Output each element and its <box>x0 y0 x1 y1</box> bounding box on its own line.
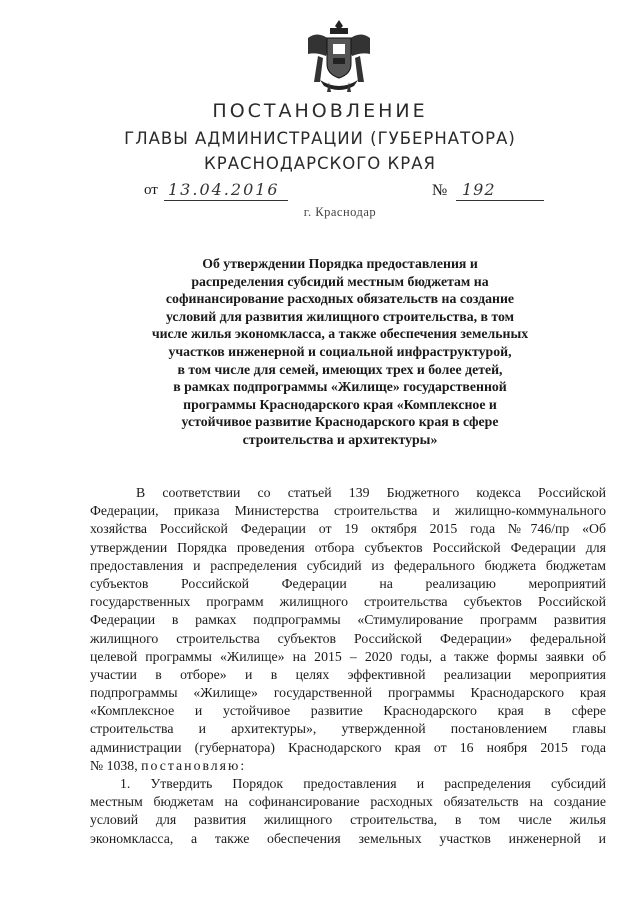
resolution-word: постановляю: <box>141 757 247 773</box>
title-line: софинансирование расходных обязательств на создание <box>165 291 515 307</box>
closing-text: № 1038, <box>90 757 142 773</box>
date-value: 13.04.2016 <box>164 180 288 201</box>
body-line: Федерации, приказа Министерства строительства и жилищно-коммунального <box>90 503 606 519</box>
body-line: 1. Утвердить Порядок предоставления и распределения субсидий <box>120 776 606 791</box>
title-line: в том числе для семей, имеющих трех и более детей, <box>177 361 503 377</box>
body-line: субъектов Российской Федерации на реализацию мероприятий <box>90 575 606 591</box>
coat-of-arms-emblem <box>300 16 378 96</box>
date-label: от <box>144 182 158 198</box>
body-line: Федерации в рамках подпрограммы «Стимулирование программ развития <box>90 612 606 628</box>
title-line: числе жилья экономкласса, а также обеспечения земельных <box>151 326 529 342</box>
body-line: участии в отборе» и в целях эффективной реализации мероприятия <box>90 666 606 682</box>
body-line: подпрограммы «Жилище» государственной программы Краснодарского края <box>90 685 606 701</box>
body-line: условий для развития жилищного строительства, в том числе жилья <box>90 812 606 828</box>
body-line: экономкласса, а также обеспечения земельных участков инженерной и <box>90 830 606 846</box>
document-type-heading: ПОСТАНОВЛЕНИЕ <box>212 100 428 122</box>
body-line: местным бюджетам на софинансирование расходных обязательств на создание <box>90 794 606 810</box>
title-line: участков инженерной и социальной инфраструктурой, <box>168 343 512 359</box>
body-line-closing <box>90 757 606 775</box>
document-body <box>90 484 606 848</box>
body-line: государственных программ жилищного строительства субъектов Российской <box>90 594 606 610</box>
document-title <box>150 255 530 449</box>
body-line: администрации (губернатора) Краснодарского края от 16 ноября 2015 года <box>90 739 606 755</box>
city-name: г. Краснодар <box>303 205 377 219</box>
body-line: целевой программы «Жилище» на 2015 – 2020 годы, а также формы заявки об <box>90 648 606 664</box>
number-label: № <box>432 182 448 199</box>
title-line: программы Краснодарского края «Комплексное и <box>183 396 497 412</box>
title-line: устойчивое развитие Краснодарского края в сфере <box>181 414 499 430</box>
body-line: утверждении Порядка проведения отбора субъектов Российской Федерации для <box>90 539 606 555</box>
title-line: Об утверждении Порядка предоставления и <box>202 256 478 271</box>
body-line: «Комплексное и устойчивое развитие Краснодарского края в сфере <box>90 703 606 719</box>
body-line: жилищного строительства субъектов Российской Федерации» федеральной <box>90 630 606 646</box>
body-line: хозяйства Российской Федерации от 19 октября 2015 года №746/пр «Об <box>90 521 606 537</box>
body-line: предоставления и распределения субсидий из федерального бюджета бюджетам <box>90 557 606 573</box>
body-line: строительства и архитектуры», утвержденной постановлением главы <box>90 721 606 737</box>
issuing-authority-heading: ГЛАВЫ АДМИНИСТРАЦИИ (ГУБЕРНАТОРА) <box>124 129 516 148</box>
city-line <box>0 205 640 220</box>
title-line: распределения субсидий местным бюджетам на <box>191 273 489 289</box>
region-heading: КРАСНОДАРСКОГО КРАЯ <box>204 154 436 173</box>
title-line: условий для развития жилищного строительства, в том <box>165 308 515 324</box>
document-number: 192 <box>456 180 544 201</box>
title-line: строительства и архитектуры» <box>242 431 438 447</box>
title-line: в рамках подпрограммы «Жилище» государственной <box>173 379 507 395</box>
body-line: В соответствии со статьей 139 Бюджетного кодекса Российской <box>136 485 606 500</box>
date-number-row <box>0 182 640 206</box>
